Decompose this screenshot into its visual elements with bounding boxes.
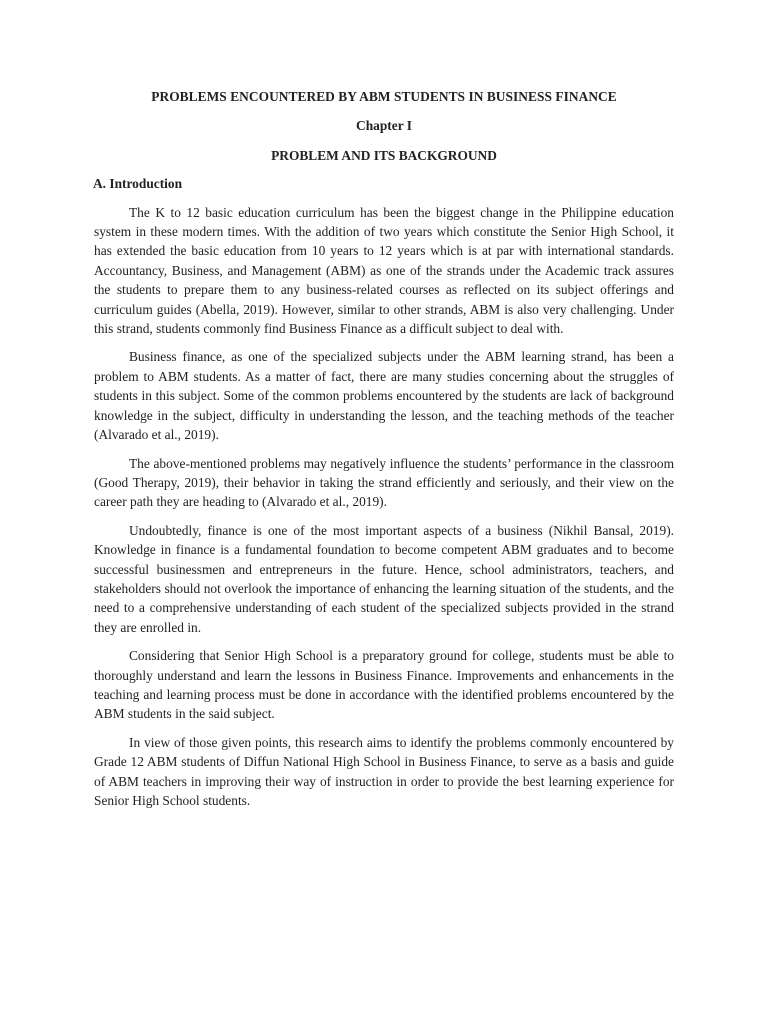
chapter-label: Chapter I bbox=[356, 118, 412, 134]
chapter-subtitle: PROBLEM AND ITS BACKGROUND bbox=[271, 147, 497, 163]
body-paragraph: Considering that Senior High School is a preparatory ground for college, students must be able to thoroughly understand and learn the lessons in Business Finance. Improvements and enhancements in the teaching and learning process must be done in accordance with the identified problems encountered by the ABM students in the said subject. bbox=[94, 648, 674, 722]
body-paragraph: Undoubtedly, finance is one of the most important aspects of a business (Nikhil Bansal, 2019). Knowledge in finance is a fundamental foundation to become competent ABM graduates and to become successful businessmen and entrepreneurs in the future. Hence, school administrators, teachers, and stakeholders should not overlook the importance of enhancing the learning situation of the students, and the need to a comprehensive understanding of each student of the specialized subjects provided in the strand they are enrolled in. bbox=[94, 522, 674, 635]
body-paragraph: The K to 12 basic education curriculum has been the biggest change in the Philippine education system in these modern times. With the addition of two years which constitute the Senior High School, it has extended the basic education from 10 years to 12 years which is at par with international standards. Accountancy, Business, and Management (ABM) as one of the strands under the Academic track assures the students to prepare them to any business-related courses as reflected on its subject offerings and curriculum guides (Abella, 2019). However, similar to other strands, ABM is also very challenging. Under this strand, students commonly find Business Finance as a difficult subject to deal with. bbox=[94, 204, 674, 337]
section-heading-introduction: A. Introduction bbox=[93, 176, 183, 192]
body-paragraph: In view of those given points, this research aims to identify the problems commonly encountered by Grade 12 ABM students of Diffun National High School in Business Finance, to serve as a basis and guide of ABM teachers in improving their way of instruction in order to provide the best learning experience for Senior High School students. bbox=[94, 734, 674, 808]
document-title: PROBLEMS ENCOUNTERED BY ABM STUDENTS IN BUSINESS FINANCE bbox=[151, 89, 617, 104]
body-paragraph: The above-mentioned problems may negatively influence the students’ performance in the classroom (Good Therapy, 2019), their behavior in taking the strand efficiently and seriously, and their view on the career path they are heading to (Alvarado et al., 2019). bbox=[94, 455, 674, 510]
body-paragraph: Business finance, as one of the specialized subjects under the ABM learning strand, has been a problem to ABM students. As a matter of fact, there are many studies concerning about the struggles of students in this subject. Some of the common problems encountered by the students are lack of background knowledge in the subject, difficulty in understanding the lesson, and the teaching methods of the teacher (Alvarado et al., 2019). bbox=[94, 349, 674, 443]
